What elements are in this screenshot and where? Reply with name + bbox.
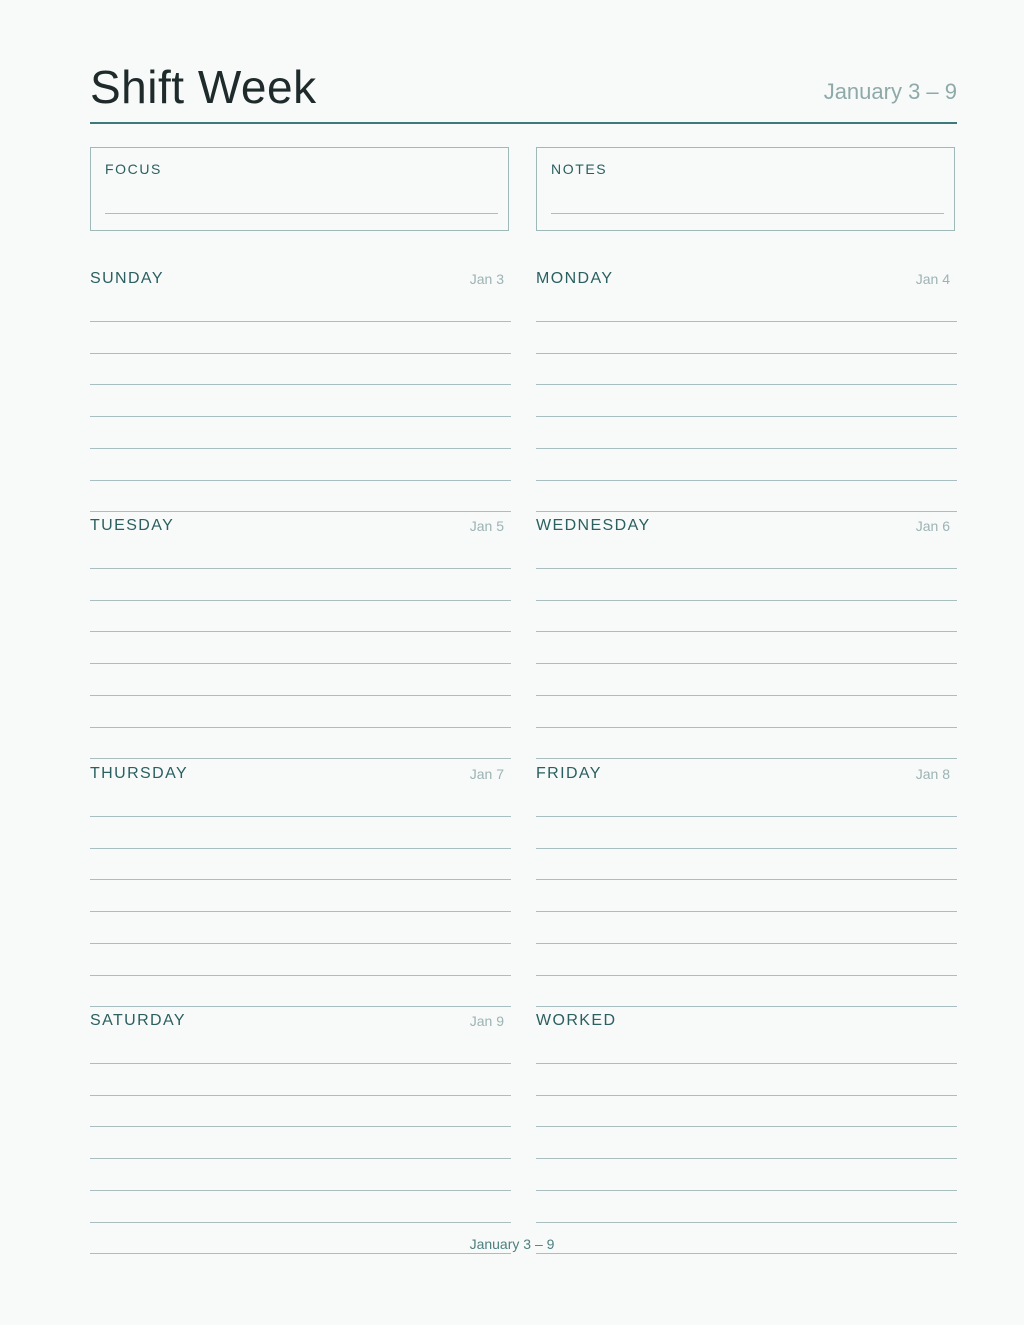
writing-line[interactable] [536, 1190, 957, 1191]
writing-line[interactable] [536, 758, 957, 759]
writing-line[interactable] [90, 911, 511, 912]
writing-line[interactable] [536, 848, 957, 849]
writing-line[interactable] [536, 416, 957, 417]
writing-line[interactable] [536, 1126, 957, 1127]
writing-line[interactable] [90, 975, 511, 976]
worked-label: WORKED [536, 1012, 617, 1029]
notes-label: NOTES [551, 161, 608, 177]
writing-line[interactable] [90, 848, 511, 849]
day-date: Jan 8 [915, 766, 950, 782]
writing-line[interactable] [90, 1126, 511, 1127]
writing-line[interactable] [536, 911, 957, 912]
day-label: TUESDAY [90, 517, 175, 534]
writing-line[interactable] [90, 568, 511, 569]
writing-line[interactable] [90, 758, 511, 759]
footer-line-right [569, 1253, 957, 1254]
writing-line[interactable] [90, 727, 511, 728]
writing-line[interactable] [536, 631, 957, 632]
notes-write-line[interactable] [551, 213, 944, 214]
day-date: Jan 6 [915, 518, 950, 534]
writing-line[interactable] [90, 480, 511, 481]
day-date: Jan 7 [469, 766, 504, 782]
writing-line[interactable] [536, 1006, 957, 1007]
writing-line[interactable] [90, 600, 511, 601]
writing-line[interactable] [536, 568, 957, 569]
writing-line[interactable] [90, 1095, 511, 1096]
writing-line[interactable] [90, 1158, 511, 1159]
writing-line[interactable] [536, 1158, 957, 1159]
writing-line[interactable] [536, 727, 957, 728]
writing-line[interactable] [90, 1222, 511, 1223]
writing-line[interactable] [536, 384, 957, 385]
writing-line[interactable] [90, 663, 511, 664]
footer-line-left [90, 1253, 455, 1254]
notes-box[interactable] [536, 147, 955, 231]
writing-line[interactable] [90, 1006, 511, 1007]
day-date: Jan 3 [469, 271, 504, 287]
writing-line[interactable] [536, 695, 957, 696]
writing-line[interactable] [90, 943, 511, 944]
writing-line[interactable] [536, 1222, 957, 1223]
page-title: Shift Week [90, 61, 317, 113]
focus-label: FOCUS [105, 161, 162, 177]
writing-line[interactable] [536, 321, 957, 322]
day-label: WEDNESDAY [536, 517, 651, 534]
writing-line[interactable] [90, 321, 511, 322]
writing-line[interactable] [90, 353, 511, 354]
writing-line[interactable] [536, 353, 957, 354]
writing-line[interactable] [90, 511, 511, 512]
writing-line[interactable] [90, 816, 511, 817]
header-divider [90, 122, 957, 124]
footer-date-range: January 3 – 9 [469, 1236, 555, 1252]
writing-line[interactable] [536, 879, 957, 880]
writing-line[interactable] [90, 448, 511, 449]
writing-line[interactable] [90, 416, 511, 417]
day-label: FRIDAY [536, 765, 602, 782]
writing-line[interactable] [536, 448, 957, 449]
writing-line[interactable] [536, 480, 957, 481]
day-date: Jan 4 [915, 271, 950, 287]
day-label: SUNDAY [90, 270, 164, 287]
writing-line[interactable] [90, 695, 511, 696]
writing-line[interactable] [90, 1063, 511, 1064]
writing-line[interactable] [90, 384, 511, 385]
writing-line[interactable] [90, 631, 511, 632]
date-range: January 3 – 9 [823, 79, 957, 104]
day-label: SATURDAY [90, 1012, 186, 1029]
writing-line[interactable] [536, 975, 957, 976]
writing-line[interactable] [536, 816, 957, 817]
writing-line[interactable] [536, 943, 957, 944]
writing-line[interactable] [536, 1063, 957, 1064]
day-label: THURSDAY [90, 765, 189, 782]
writing-line[interactable] [536, 1095, 957, 1096]
writing-line[interactable] [536, 511, 957, 512]
writing-line[interactable] [90, 1190, 511, 1191]
day-label: MONDAY [536, 270, 614, 287]
writing-line[interactable] [90, 879, 511, 880]
focus-write-line[interactable] [105, 213, 498, 214]
writing-line[interactable] [536, 600, 957, 601]
focus-box[interactable] [90, 147, 509, 231]
writing-line[interactable] [536, 663, 957, 664]
day-date: Jan 5 [469, 518, 504, 534]
day-date: Jan 9 [469, 1013, 504, 1029]
